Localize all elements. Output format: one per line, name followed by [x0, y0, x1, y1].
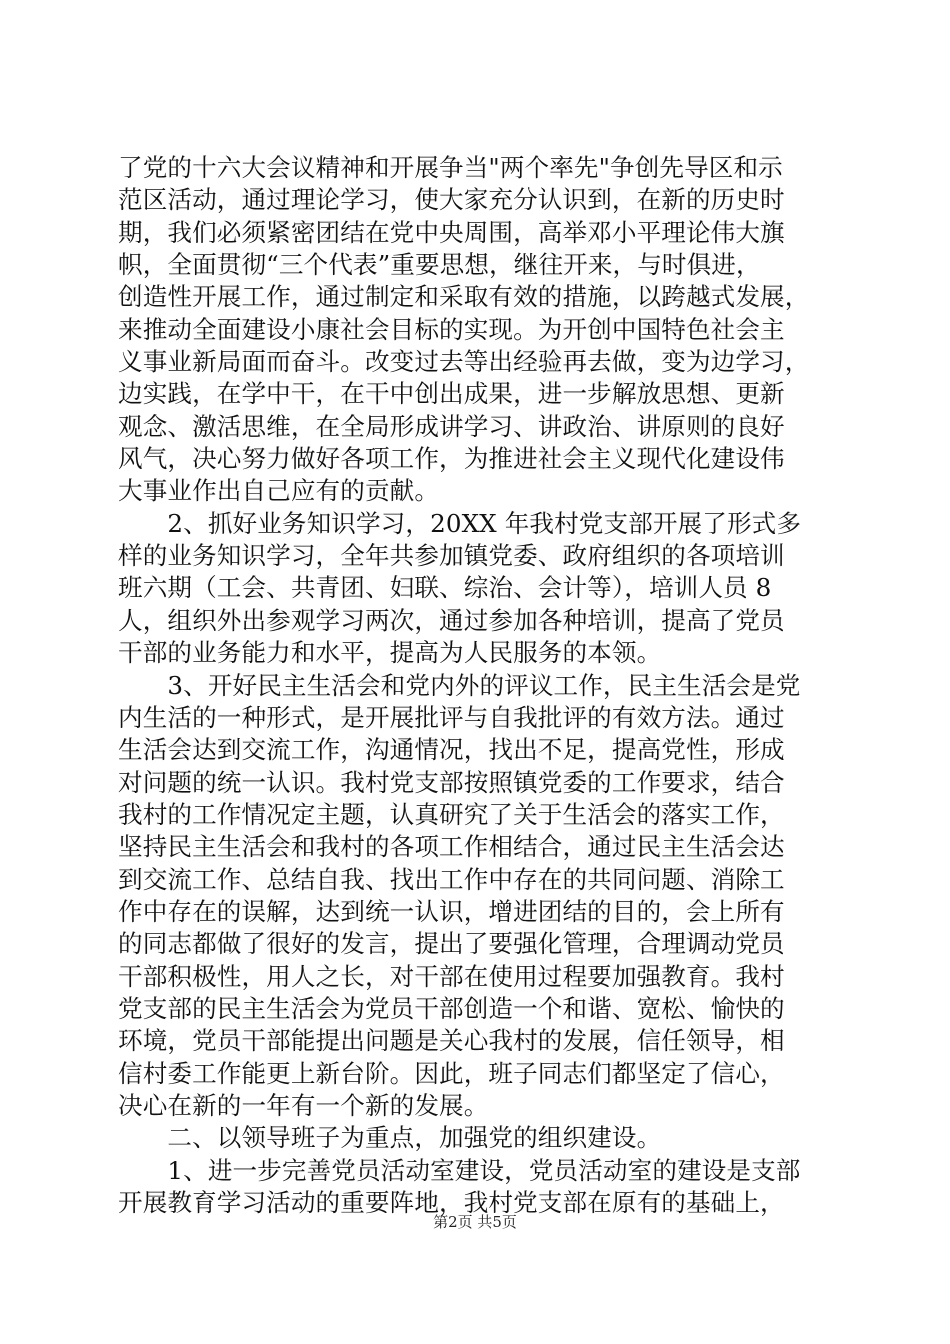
text-line: 到交流工作、总结自我、找出工作中存在的共同问题、消除工 — [118, 864, 785, 894]
text-line: 作中存在的误解，达到统一认识，增进团结的目的，会上所有 — [118, 896, 785, 926]
text-line: 了党的十六大会议精神和开展争当"两个率先"争创先导区和示 — [118, 153, 783, 182]
text-line: 二、以领导班子为重点，加强党的组织建设。 — [118, 1123, 662, 1153]
text-line: 开展教育学习活动的重要阵地，我村党支部在原有的基础上， — [118, 1188, 785, 1217]
text-line: 边实践，在学中干，在干中创出成果，进一步解放思想、更新 — [118, 379, 785, 409]
text-line: 1、进一步完善党员活动室建设，党员活动室的建设是支部 — [118, 1155, 801, 1185]
text-line: 3、开好民主生活会和党内外的评议工作，民主生活会是党 — [118, 670, 801, 700]
text-line: 内生活的一种形式，是开展批评与自我批评的有效方法。通过 — [118, 702, 785, 732]
text-line: 的同志都做了很好的发言，提出了要强化管理，合理调动党员 — [118, 929, 785, 959]
text-line: 义事业新局面而奋斗。改变过去等出经验再去做，变为边学习， — [118, 347, 810, 377]
text-line: 信村委工作能更上新台阶。因此，班子同志们都坚定了信心， — [118, 1058, 785, 1088]
text-line: 大事业作出自己应有的贡献。 — [118, 476, 440, 506]
page-footer: 第2页 共5页 — [433, 1213, 517, 1231]
text-line: 干部的业务能力和水平，提高为人民服务的本领。 — [118, 638, 662, 668]
text-line: 我村的工作情况定主题，认真研究了关于生活会的落实工作， — [118, 799, 785, 829]
text-line: 期，我们必须紧密团结在党中央周围，高举邓小平理论伟大旗 — [118, 217, 785, 247]
text-line: 样的业务知识学习，全年共参加镇党委、政府组织的各项培训 — [118, 541, 785, 571]
text-line: 人，组织外出参观学习两次，通过参加各种培训，提高了党员 — [118, 605, 785, 635]
text-line: 帜，全面贯彻“三个代表”重要思想，继往开来，与时俱进， — [118, 250, 761, 280]
text-line: 决心在新的一年有一个新的发展。 — [118, 1090, 489, 1120]
text-line: 班六期（工会、共青团、妇联、综治、会计等），培训人员 8 — [118, 573, 772, 603]
text-line: 坚持民主生活会和我村的各项工作相结合，通过民主生活会达 — [118, 832, 785, 862]
text-line: 干部积极性，用人之长，对干部在使用过程要加强教育。我村 — [118, 961, 785, 991]
text-line: 范区活动，通过理论学习，使大家充分认识到，在新的历史时 — [118, 185, 785, 215]
text-line: 风气，决心努力做好各项工作，为推进社会主义现代化建设伟 — [118, 444, 785, 474]
text-line: 党支部的民主生活会为党员干部创造一个和谐、宽松、愉快的 — [118, 993, 785, 1023]
text-line: 来推动全面建设小康社会目标的实现。为开创中国特色社会主 — [118, 314, 785, 344]
document-body — [118, 152, 833, 1219]
text-line: 生活会达到交流工作，沟通情况，找出不足，提高党性，形成 — [118, 735, 785, 765]
text-line: 观念、激活思维，在全局形成讲学习、讲政治、讲原则的良好 — [118, 411, 785, 441]
text-line: 创造性开展工作，通过制定和采取有效的措施，以跨越式发展， — [118, 282, 810, 312]
text-line: 对问题的统一认识。我村党支部按照镇党委的工作要求，结合 — [118, 767, 785, 797]
text-line: 环境，党员干部能提出问题是关心我村的发展，信任领导，相 — [118, 1026, 785, 1056]
text-line: 2、抓好业务知识学习，20XX 年我村党支部开展了形式多 — [118, 508, 802, 538]
